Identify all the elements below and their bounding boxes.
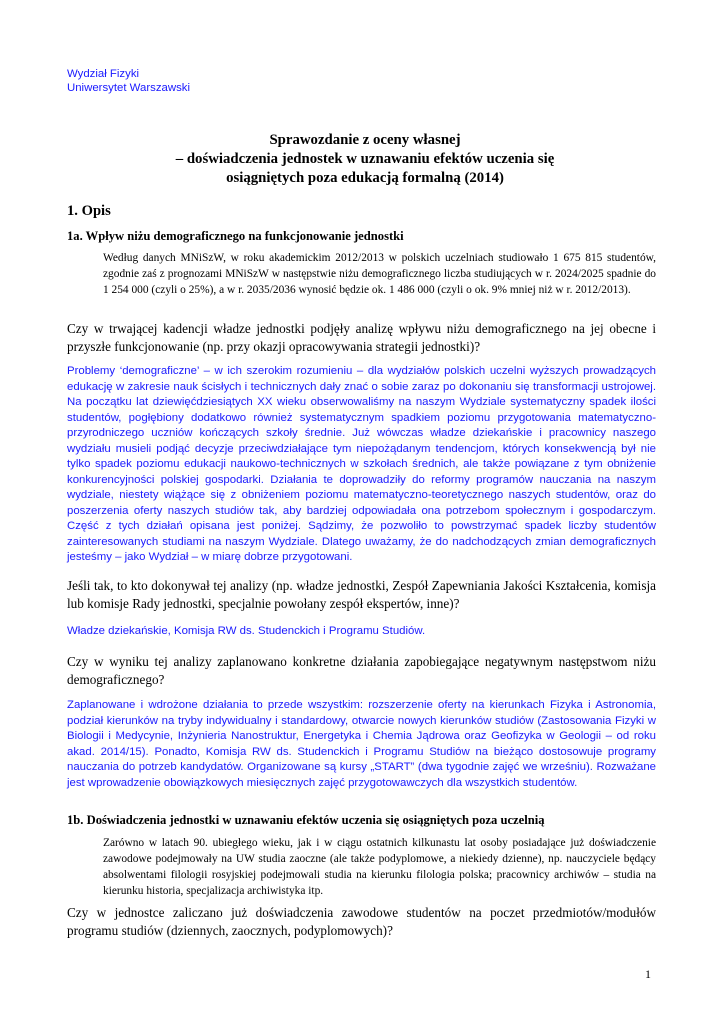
faculty-name: Wydział Fizyki — [67, 68, 140, 80]
section-heading: 1. Opis — [67, 203, 111, 219]
question-1a-3: Czy w wyniku tej analizy zaplanowano konkretne działania zapobiegające negatywnym następstwom niżu demograficznego? — [67, 654, 656, 687]
question-1b-1: Czy w jednostce zaliczano już doświadczenia zawodowe studentów na poczet przedmiotów/modułów programu studiów (dziennych, zaocznych, podyplomowych)? — [67, 905, 656, 938]
subsection-a-heading: 1a. Wpływ niżu demograficznego na funkcjonowanie jednostki — [67, 229, 404, 243]
university-name: Uniwersytet Warszawski — [67, 82, 190, 94]
title-line-1: Sprawozdanie z oceny własnej — [269, 132, 461, 148]
title-line-2: – doświadczenia jednostek w uznawaniu efektów uczenia się — [175, 151, 555, 167]
question-1a-2: Jeśli tak, to kto dokonywał tej analizy (np. władze jednostki, Zespół Zapewniania Jakości Kształcenia, komisja lub komisje Rady jednostki, specjalnie powołany zespół ekspertów, inne)? — [67, 578, 656, 611]
report-title — [100, 131, 630, 188]
answer-1a-1: Problemy ‘demograficzne’ – w ich szerokim rozumieniu – dla wydziałów polskich uczelni wyższych prowadzących edukację w zakresie nauk ścisłych i technicznych dały znać o sobie zaraz po dokonaniu się transformacji ustrojowej. Na początku lat dziewięćdziesiątych XX wieku obserwowaliśmy na naszym Wydziale systematyczny spadek ilości studentów, pogłębiony dodatkowo również systematycznym spadkiem poziomu przygotowania matematyczno-przyrodniczego uczniów kończących szkoły średnie. Już wówczas władze dziekańskie i pracownicy naszego wydziału musieli podjąć decyzje przeciwdziałające tym niepożądanym tendencjom, których konsekwencją był nie tylko spadek poziomu edukacji naukowo-technicznych w szkołach średnich, ale także powiązane z tym obniżenie konkurencyjności polskiej gospodarki. Działania te doprowadziły do reformy programów nauczania na naszym wydziale, niestety wiążące się z obniżeniem poziomu matematyczno-teoretycznego naszych studentów, oraz do poszerzenia oferty naszych studiów tak, aby bardziej odpowiadała ona potrzebom społecznym i gospodarczym. Część z tych działań opisana jest poniżej. Sądzimy, że pozwoliło to powstrzymać spadek liczby studentów zainteresowanych studiami na naszym Wydziale. Dlatego uważamy, że do nadchodzących zmian demograficznych jesteśmy – jako Wydział – w miarę dobrze przygotowani. — [67, 365, 656, 563]
faculty-header — [67, 67, 190, 95]
answer-1a-3: Zaplanowane i wdrożone działania to przede wszystkim: rozszerzenie oferty na kierunkach Fizyka i Astronomia, podział kierunków na tryby indywidualny i standardowy, otwarcie nowych kierunków studiów (Zastosowania Fizyki w Biologii i Medycynie, Inżynieria Nanostruktur, Energetyka i Chemia Jądrowa oraz Geofizyka w Geologii – od roku akad. 2014/15). Ponadto, Komisja RW ds. Studenckich i Programu Studiów na bieżąco dostosowuje programy nauczania do potrzeb kandydatów. Organizowane są kursy „START” (dwa tygodnie zajęć we wrześniu). Rozważane jest wprowadzenie obowiązkowych miesięcznych zajęć przygotowawczych dla wszystkich studentów. — [67, 699, 656, 789]
subsection-b-intro: Zarówno w latach 90. ubiegłego wieku, jak i w ciągu ostatnich kilkunastu lat osoby posiadające już doświadczenie zawodowe podejmowały na UW studia zaoczne (ale także podyplomowe, a niekiedy dzienne), np. nauczyciele będący absolwentami filologii rosyjskiej podejmowali studia na kierunku filologia polska; pracownicy archiwów – studia na kierunku historia, specjalizacja archiwistyka itp. — [103, 837, 656, 897]
subsection-a-intro: Według danych MNiSzW, w roku akademickim 2012/2013 w polskich uczelniach studiowało 1 675 815 studentów, zgodnie zaś z prognozami MNiSzW w następstwie niżu demograficznego liczba studiujących w r. 2024/2025 spadnie do 1 254 000 (czyli o 25%), a w r. 2035/2036 wynosić będzie ok. 1 486 000 (czyli o ok. 9% mniej niż w r. 2012/2013). — [103, 252, 656, 296]
page-number: 1 — [645, 967, 651, 981]
subsection-b-heading: 1b. Doświadczenia jednostki w uznawaniu efektów uczenia się osiągniętych poza uczelnią — [67, 813, 545, 827]
title-line-3: osiągniętych poza edukacją formalną (2014) — [226, 170, 504, 186]
question-1a-1: Czy w trwającej kadencji władze jednostki podjęły analizę wpływu niżu demograficznego na jej obecne i przyszłe funkcjonowanie (np. przy okazji opracowywania strategii jednostki)? — [67, 321, 656, 354]
answer-1a-2: Władze dziekańskie, Komisja RW ds. Studenckich i Programu Studiów. — [67, 625, 426, 637]
